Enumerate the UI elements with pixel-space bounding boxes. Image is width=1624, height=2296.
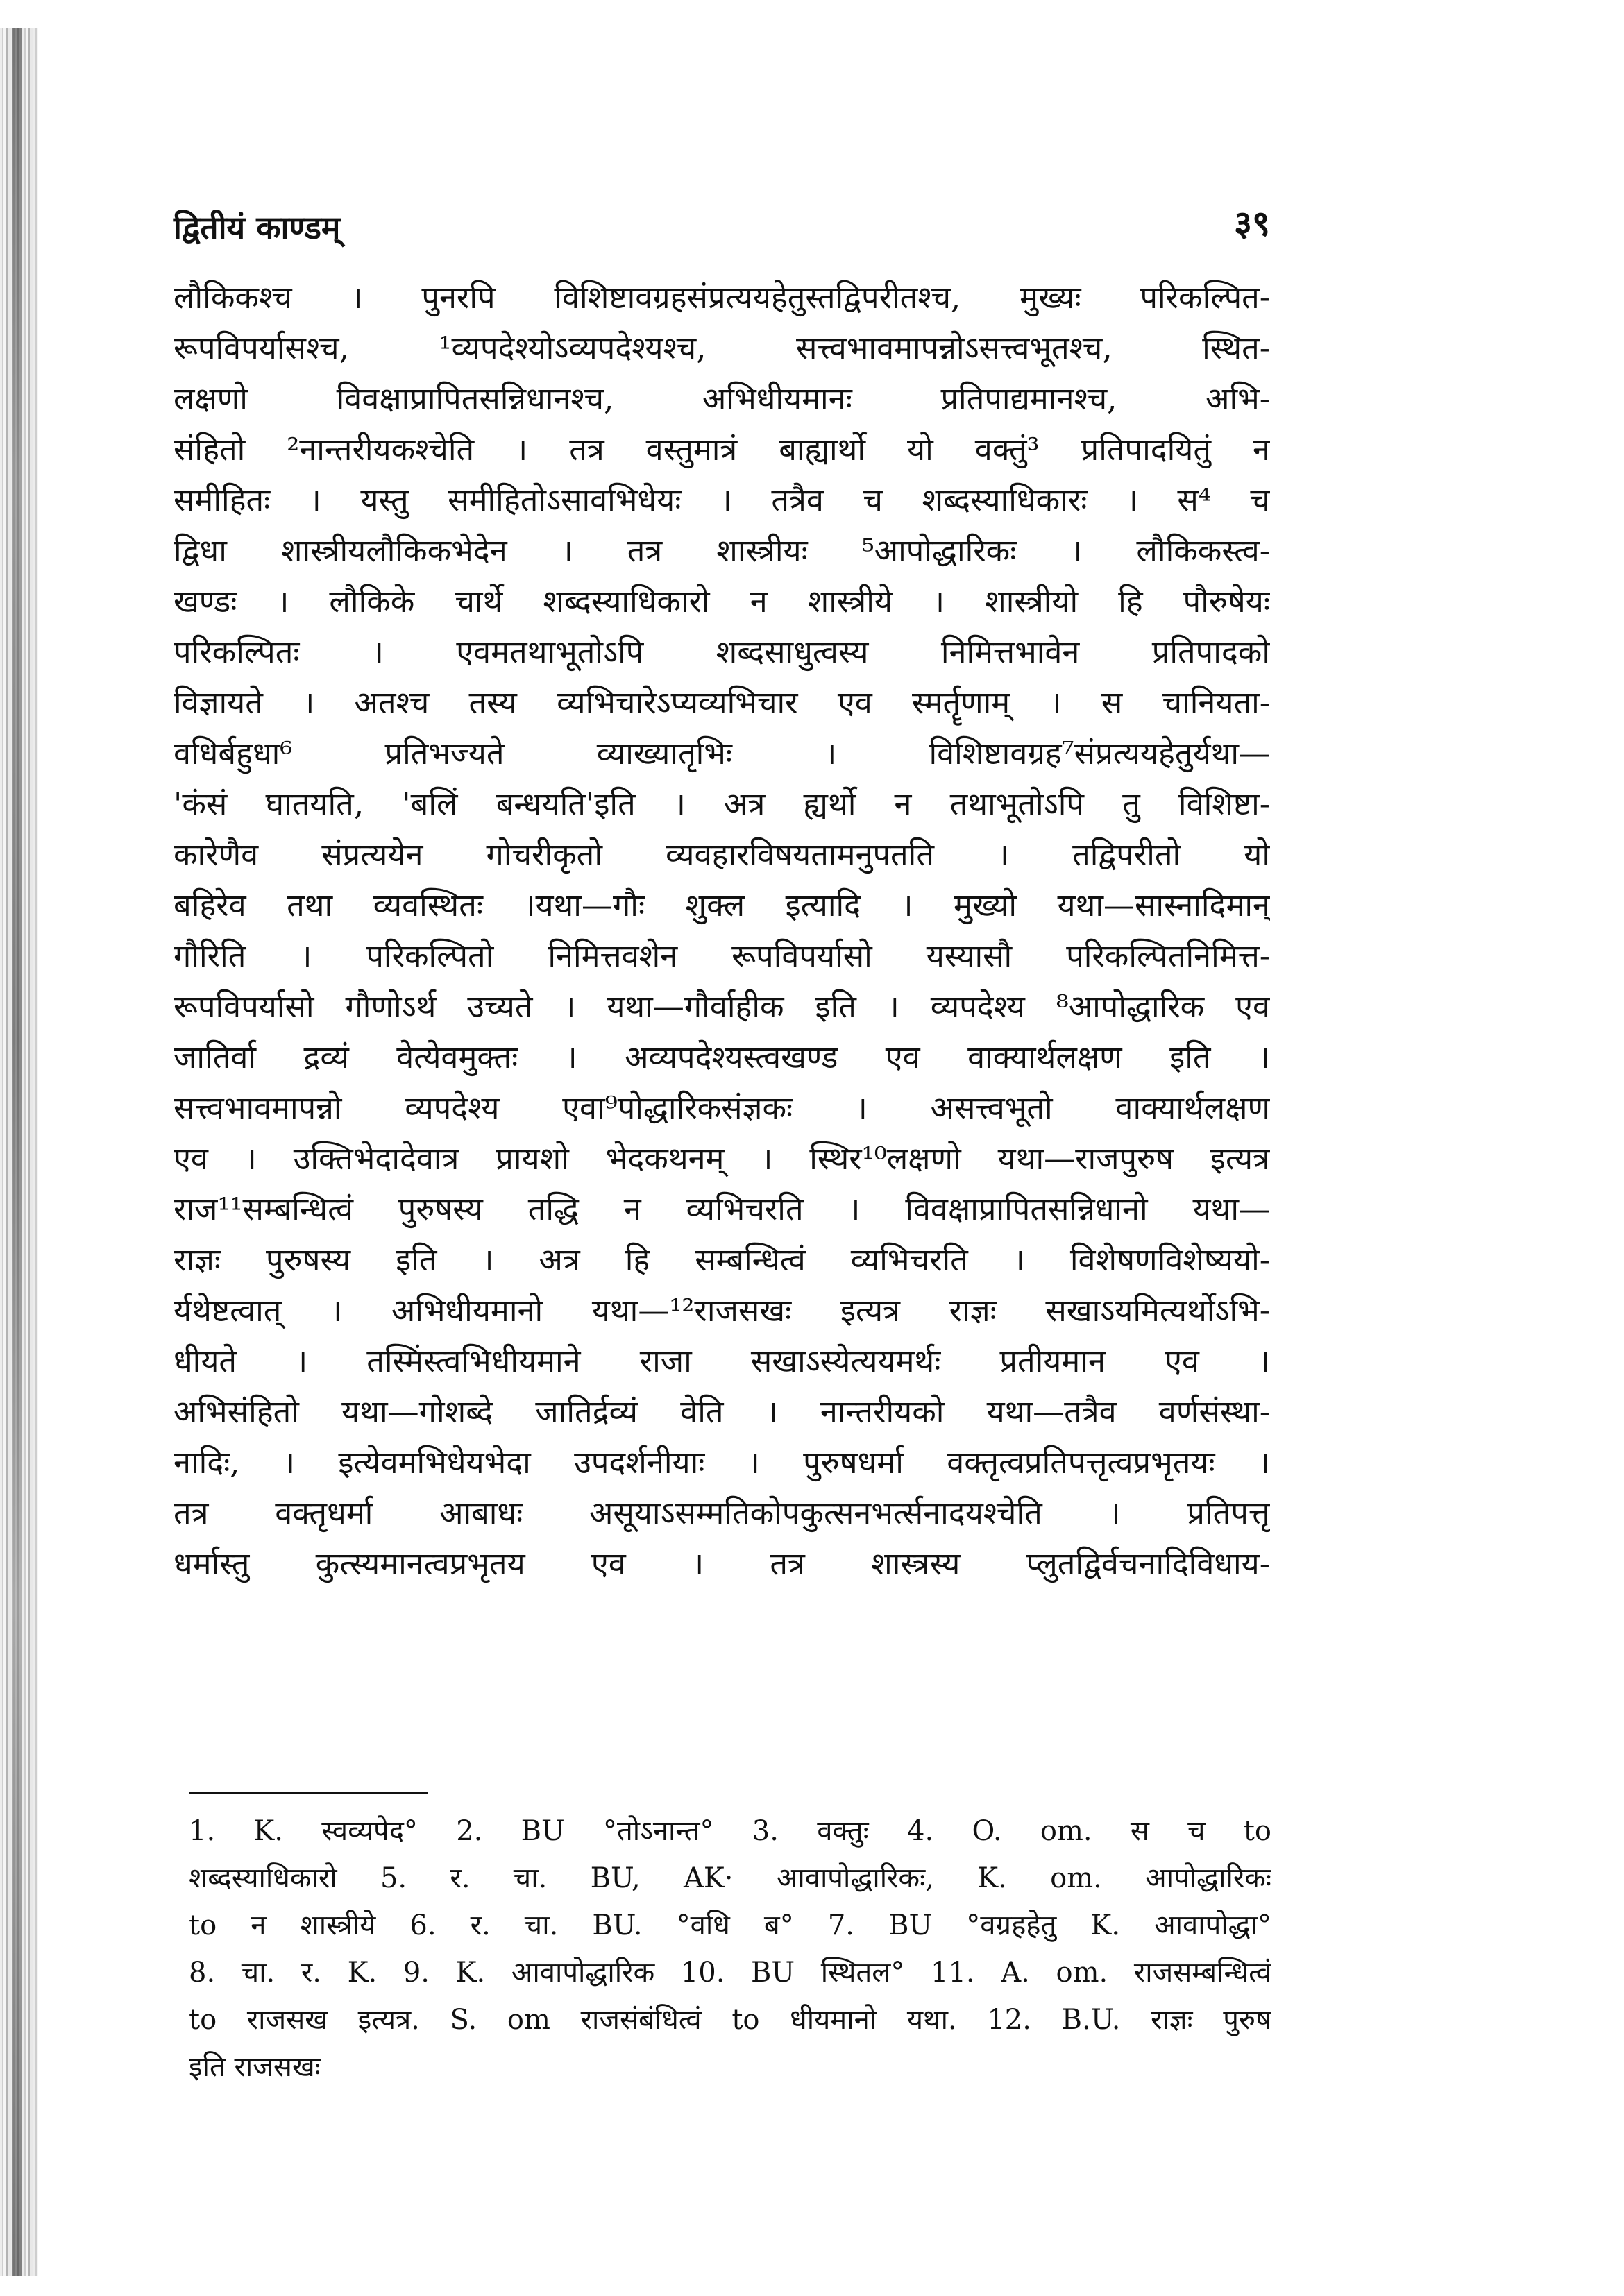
- text-line: सत्त्वभावमापन्नो व्यपदेश्य एवा⁹पोद्धारिकसंज्ञकः । असत्त्वभूतो वाक्यार्थलक्षण: [174, 1089, 1270, 1126]
- text-line: राज्ञः पुरुषस्य इति । अत्र हि सम्बन्धित्वं व्यभिचरति । विशेषणविशेष्ययो-: [174, 1241, 1270, 1278]
- text-line: रूपविपर्यासो गौणोऽर्थ उच्यते । यथा—गौर्वाहीक इति । व्यपदेश्य ⁸आपोद्धारिक एव: [174, 988, 1270, 1025]
- text-line: बहिरेव तथा व्यवस्थितः ।यथा—गौः शुक्ल इत्यादि । मुख्यो यथा—सास्नादिमान्: [174, 887, 1270, 924]
- text-line: द्विधा शास्त्रीयलौकिकभेदेन । तत्र शास्त्रीयः ⁵आपोद्धारिकः । लौकिकस्त्व-: [174, 532, 1270, 569]
- text-line: लक्षणो विवक्षाप्रापितसन्निधानश्च, अभिधीयमानः प्रतिपाद्यमानश्च, अभि-: [174, 380, 1270, 417]
- text-line: समीहितः । यस्तु समीहितोऽसावभिधेयः । तत्रैव च शब्दस्याधिकारः । स⁴ च: [174, 482, 1270, 518]
- footnote-line: 1. K. स्वव्यपेद° 2. BU °तोऽनान्त° 3. वक्तुः 4. O. om. स च to: [189, 1815, 1271, 1847]
- page-number: ३९: [1234, 203, 1270, 244]
- text-line: विज्ञायते । अतश्च तस्य व्यभिचारेऽप्यव्यभिचार एव स्मर्तॄणाम् । स चानियता-: [174, 684, 1270, 721]
- footnote-line: 8. चा. र. K. 9. K. आवापोद्धारिक 10. BU स्थितल° 11. A. om. राजसम्बन्धित्वं: [189, 1957, 1271, 1989]
- text-line: वधिर्बहुधा⁶ प्रतिभज्यते व्याख्यातृभिः । विशिष्टावग्रह⁷संप्रत्ययहेतुर्यथा—: [174, 735, 1270, 772]
- text-line: लौकिकश्च । पुनरपि विशिष्टावग्रहसंप्रत्ययहेतुस्तद्विपरीतश्च, मुख्यः परिकल्पित-: [174, 279, 1270, 316]
- text-line: र्यथेष्टत्वात् । अभिधीयमानो यथा—¹²राजसखः इत्यत्र राज्ञः सखाऽयमित्यर्थोऽभि-: [174, 1292, 1270, 1329]
- footnote-divider: [189, 1792, 428, 1794]
- footnote-line: to राजसख इत्यत्र. S. om राजसंबंधित्वं to धीयमानो यथा. 12. B.U. राज्ञः पुरुष: [189, 2004, 1271, 2036]
- text-line: धर्मास्तु कुत्स्यमानत्वप्रभृतय एव । तत्र शास्त्रस्य प्लुतद्विर्वचनादिविधाय-: [174, 1545, 1270, 1582]
- text-line: खण्डः । लौकिके चार्थे शब्दस्याधिकारो न शास्त्रीये । शास्त्रीयो हि पौरुषेयः: [174, 583, 1270, 620]
- footnote-line: इति राजसखः: [189, 2051, 321, 2083]
- footnote-line: शब्दस्याधिकारो 5. र. चा. BU, AK· आवापोद्धारिकः, K. om. आपोद्धारिकः: [189, 1862, 1271, 1894]
- footnote-line: to न शास्त्रीये 6. र. चा. BU. °वधि ब° 7. BU °वग्रहहेतु K. आवापोद्धा°: [189, 1910, 1271, 1941]
- chapter-title: द्वितीयं काण्डम्: [174, 209, 341, 246]
- text-line: रूपविपर्यासश्च, ¹व्यपदेश्योऽव्यपदेश्यश्च, सत्त्वभावमापन्नोऽसत्त्वभूतश्च, स्थित-: [174, 330, 1270, 366]
- text-line: परिकल्पितः । एवमतथाभूतोऽपि शब्दसाधुत्वस्य निमित्तभावेन प्रतिपादको: [174, 633, 1270, 670]
- text-line: एव । उक्तिभेदादेवात्र प्रायशो भेदकथनम् । स्थिर¹⁰लक्षणो यथा—राजपुरुष इत्यत्र: [174, 1140, 1270, 1177]
- text-line: तत्र वक्तृधर्मा आबाधः असूयाऽसम्मतिकोपकुत्सनभर्त्सनादयश्चेति । प्रतिपत्तृ: [174, 1495, 1270, 1531]
- text-line: संहितो ²नान्तरीयकश्चेति । तत्र वस्तुमात्रं बाह्यार्थो यो वक्तुं³ प्रतिपादयितुं न: [174, 431, 1270, 468]
- text-line: कारेणैव संप्रत्ययेन गोचरीकृतो व्यवहारविषयतामनुपतति । तद्विपरीतो यो: [174, 836, 1270, 873]
- text-line: धीयते । तस्मिंस्त्वभिधीयमाने राजा सखाऽस्येत्ययमर्थः प्रतीयमान एव ।: [174, 1343, 1270, 1379]
- text-line: 'कंसं घातयति, 'बलिं बन्धयति'इति । अत्र ह्यर्थो न तथाभूतोऽपि तु विशिष्टा-: [174, 785, 1270, 822]
- book-binding-shadow: [12, 28, 22, 2276]
- running-header: [174, 198, 1270, 261]
- main-text: [174, 272, 1270, 1589]
- text-line: राज¹¹सम्बन्धित्वं पुरुषस्य तद्धि न व्यभिचरति । विवक्षाप्रापितसन्निधानो यथा—: [174, 1191, 1270, 1227]
- footnotes: [189, 1808, 1271, 2091]
- text-line: गौरिति । परिकल्पितो निमित्तवशेन रूपविपर्यासो यस्यासौ परिकल्पितनिमित्त-: [174, 937, 1270, 974]
- text-line: जातिर्वा द्रव्यं वेत्येवमुक्तः । अव्यपदेश्यस्त्वखण्ड एव वाक्यार्थलक्षण इति ।: [174, 1039, 1270, 1075]
- text-line: अभिसंहितो यथा—गोशब्दे जातिर्द्रव्यं वेति । नान्तरीयको यथा—तत्रैव वर्णसंस्था-: [174, 1393, 1270, 1430]
- text-line: नादिः, । इत्येवमभिधेयभेदा उपदर्शनीयाः । पुरुषधर्मा वक्तृत्वप्रतिपत्तृत्वप्रभृतयः ।: [174, 1444, 1270, 1481]
